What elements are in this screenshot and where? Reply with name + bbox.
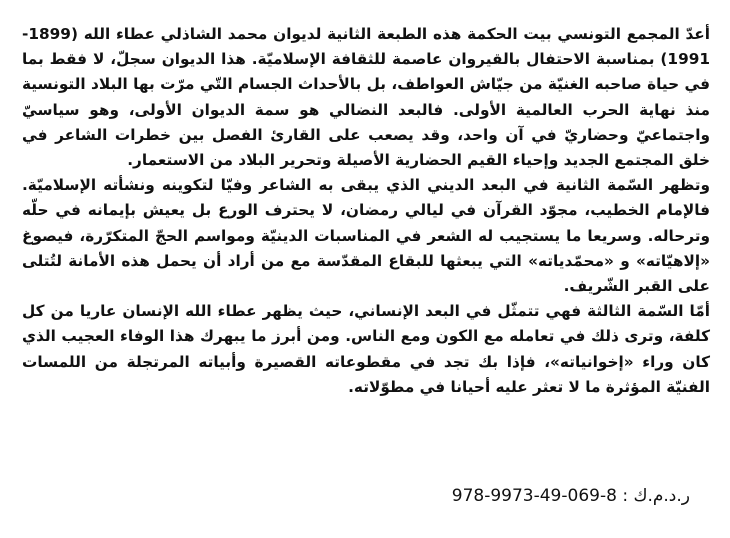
- isbn-label: ر.د.م.ك :: [622, 486, 690, 506]
- paragraph-1: أعدّ المجمع التونسي بيت الحكمة هذه الطبعة الثانية لديوان محمد الشاذلي عطاء الله (1899-1991) بمناسبة الاحتفال بالقيروان عاصمة للثقافة الإسلاميّة. هذا الديوان سجلّ، لا فقط بما في حياة صاحبه الغنيّة من جيّاش العواطف، بل بالأحداث الجسام التّي مرّت بها البلاد التونسية منذ نهاية الحرب العالمية الأولى. فالبعد النضالي هو سمة الديوان الأولى، وهو سياسيّ واجتماعيّ وحضاريّ في آن واحد، وقد يصعب على القارئ الفصل بين خطرات الشاعر في خلق المجتمع الجديد وإحياء القيم الحضارية الأصيلة وتحرير البلاد من الاستعمار.: [22, 25, 710, 170]
- isbn-number: 978-9973-49-069-8: [451, 486, 617, 506]
- paragraph-2: وتظهر السّمة الثانية في البعد الديني الذي يبقى به الشاعر وفيّا لتكوينه ونشأته الإسلاميّة. فالإمام الخطيب، مجوّد القرآن في ليالي رمضان، لا يحترف الورع بل يعيش بإيمانه في حلّه وترحاله. وسريعا ما يستجيب له الشعر في المناسبات الدينيّة ومواسم الحجّ المتكرّرة، فيصوغ «إلاهيّاته» و «محمّدياته» التي يبعثها للبقاع المقدّسة مع من أراد أن يحمل هذه الأمانة لتُتلى على القبر الشّريف.: [22, 176, 710, 296]
- paragraph-3: أمّا السّمة الثالثة فهي تتمثّل في البعد الإنساني، حيث يظهر عطاء الله الإنسان عاريا من كل كلفة، وترى ذلك في تعامله مع الكون ومع الناس. ومن أبرز ما يبهرك هذا الوفاء العجيب الذي كان وراء «إخوانياته»، فإذا بك تجد في مقطوعاته القصيرة وأبياته المرتجلة من اللمسات الفنيّة المؤثرة ما لا تعثر عليه أحيانا في مطوّلاته.: [22, 302, 710, 396]
- isbn-line: [452, 486, 690, 506]
